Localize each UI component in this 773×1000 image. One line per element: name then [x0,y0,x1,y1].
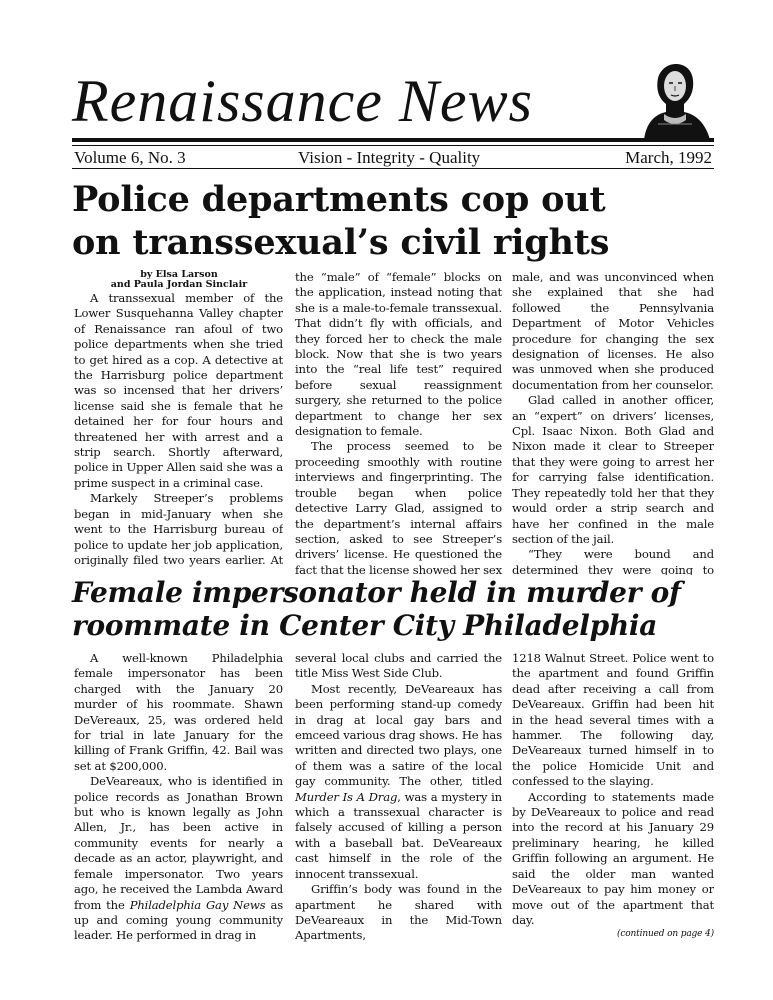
article1-headline [72,178,714,264]
text-run: as up and coming young community leader. He performed in drag in [74,897,283,943]
text-run: , was a mystery in which a transsexual character is falsely accused of killing a person with a baseball bat. DeVeareaux cast himself in the role of the innocent transsexual. [295,789,502,881]
paragraph: A transsexual member of the Lower Susquehanna Valley chapter of Renaissance ran afoul of two police departments when she tried to get hired as a cop. A detective at the Harrisburg police department was so incensed that her drivers’ license said she is female that he detained her for four hours and threatened her with arrest and a strip search. Shortly afterward, police in Upper Allen said she was a prime suspect in a criminal case. [74,291,283,490]
mona-lisa-portrait-icon [636,62,714,140]
byline-line1: by Elsa Larson [140,269,218,280]
paragraph: The process seemed to be proceeding smoothly with routine interviews and fingerprinting. The trouble began when police detective Larry Glad, assigned to the department’s internal affairs section, asked to see Streeper’s drivers’ license. He questioned the fact that the license showed her sex [295,439,502,575]
text-run: Most recently, DeVeareaux has been performing stand-up comedy in drag at local gay bars and emceed various drag shows. He has written and directed two plays, one of them was a satire of the local gay community. The other, titled [295,681,502,789]
article2-column-3 [512,651,714,951]
issue-date: March, 1992 [625,148,712,167]
masthead-title: Renaissance News [72,68,533,134]
article1-column-3 [512,270,714,575]
paragraph: the “male” of “female” blocks on the application, instead noting that she is a male-to-female transsexual. That didn’t fly with officials, and they forced her to check the male block. Now that she is two years into the “real life test” required before sexual reassignment surgery, she returned to the police department to change her sex designation to female. [295,270,502,439]
masthead-rule-thin [72,145,714,146]
masthead-rule-bottom [72,168,714,169]
text-run: DeVeareaux, who is identified in police records as Jonathan Brown but who is known legally as John Allen, Jr., has been active in community events for nearly a decade as an actor, playwright, and female impersonator. Two years ago, he received the Lambda Award from the [74,774,283,912]
article2-headline-line2: roommate in Center City Philadelphia [72,609,658,642]
continued-note: (continued on page 4) [616,929,714,940]
article2-column-2 [295,651,502,951]
masthead-motto: Vision - Integrity - Quality [298,148,481,167]
paragraph: 1218 Walnut Street. Police went to the apartment and found Griffin dead after receiving a call from DeVeareaux. Griffin had been hit in the head several times with a hammer. The following day, DeVeareaux turned himself in to the police Homicide Unit and confessed to the slaying. [512,651,714,789]
article2-headline-line1: Female impersonator held in murder of [72,576,681,609]
paragraph: several local clubs and carried the title Miss West Side Club. [295,651,502,681]
article1-headline-line2: on transsexual’s civil rights [72,222,610,263]
paragraph: Glad called in another officer, an “expert” on drivers’ licenses, Cpl. Isaac Nixon. Both Glad and Nixon made it clear to Streeper that they were going to arrest her for carrying false identification. They repeatedly told her that they would order a strip search and have her confined in the male section of the jail. [512,393,714,546]
article1-headline-line1: Police departments cop out [72,179,606,220]
article2-column-1 [74,651,283,951]
paragraph: Griffin’s body was found in the apartment he shared with DeVeareaux in the Mid-Town Apartments, [295,882,502,943]
article1-byline [74,270,284,290]
masthead-rule-thick [72,138,714,142]
byline-line2: and Paula Jordan Sinclair [110,279,248,290]
paragraph [295,682,502,882]
article2-headline [72,576,714,642]
publication-name: Philadelphia Gay News [129,897,266,912]
paragraph [74,774,283,943]
volume-number: Volume 6, No. 3 [74,148,186,167]
paragraph: According to statements made by DeVeareaux to police and read into the record at his January 29 preliminary hearing, he killed Griffin following an argument. He said the older man wanted DeVeareaux to pay him money or move out of the apartment that day. [512,789,714,927]
article1-column-1 [74,291,283,569]
paragraph: Markely Streeper’s problems began in mid-January when she went to the Harrisburg bureau of police to update her job application, originally filed two years earlier. At [74,491,283,567]
play-title: Murder Is A Drag [295,789,398,804]
article1-column-2 [295,270,502,575]
paragraph: “They were bound and determined they were going to [512,547,714,575]
paragraph: male, and was unconvinced when she explained that she had followed the Pennsylvania Department of Motor Vehicles procedure for changing the sex designation of licenses. He also was unmoved when she produced documentation from her counselor. [512,270,714,392]
paragraph: A well-known Philadelphia female impersonator has been charged with the January 20 murder of his roommate. Shawn DeVereaux, 25, was ordered held for trial in late January for the killing of Frank Griffin, 42. Bail was set at $200,000. [74,651,283,773]
